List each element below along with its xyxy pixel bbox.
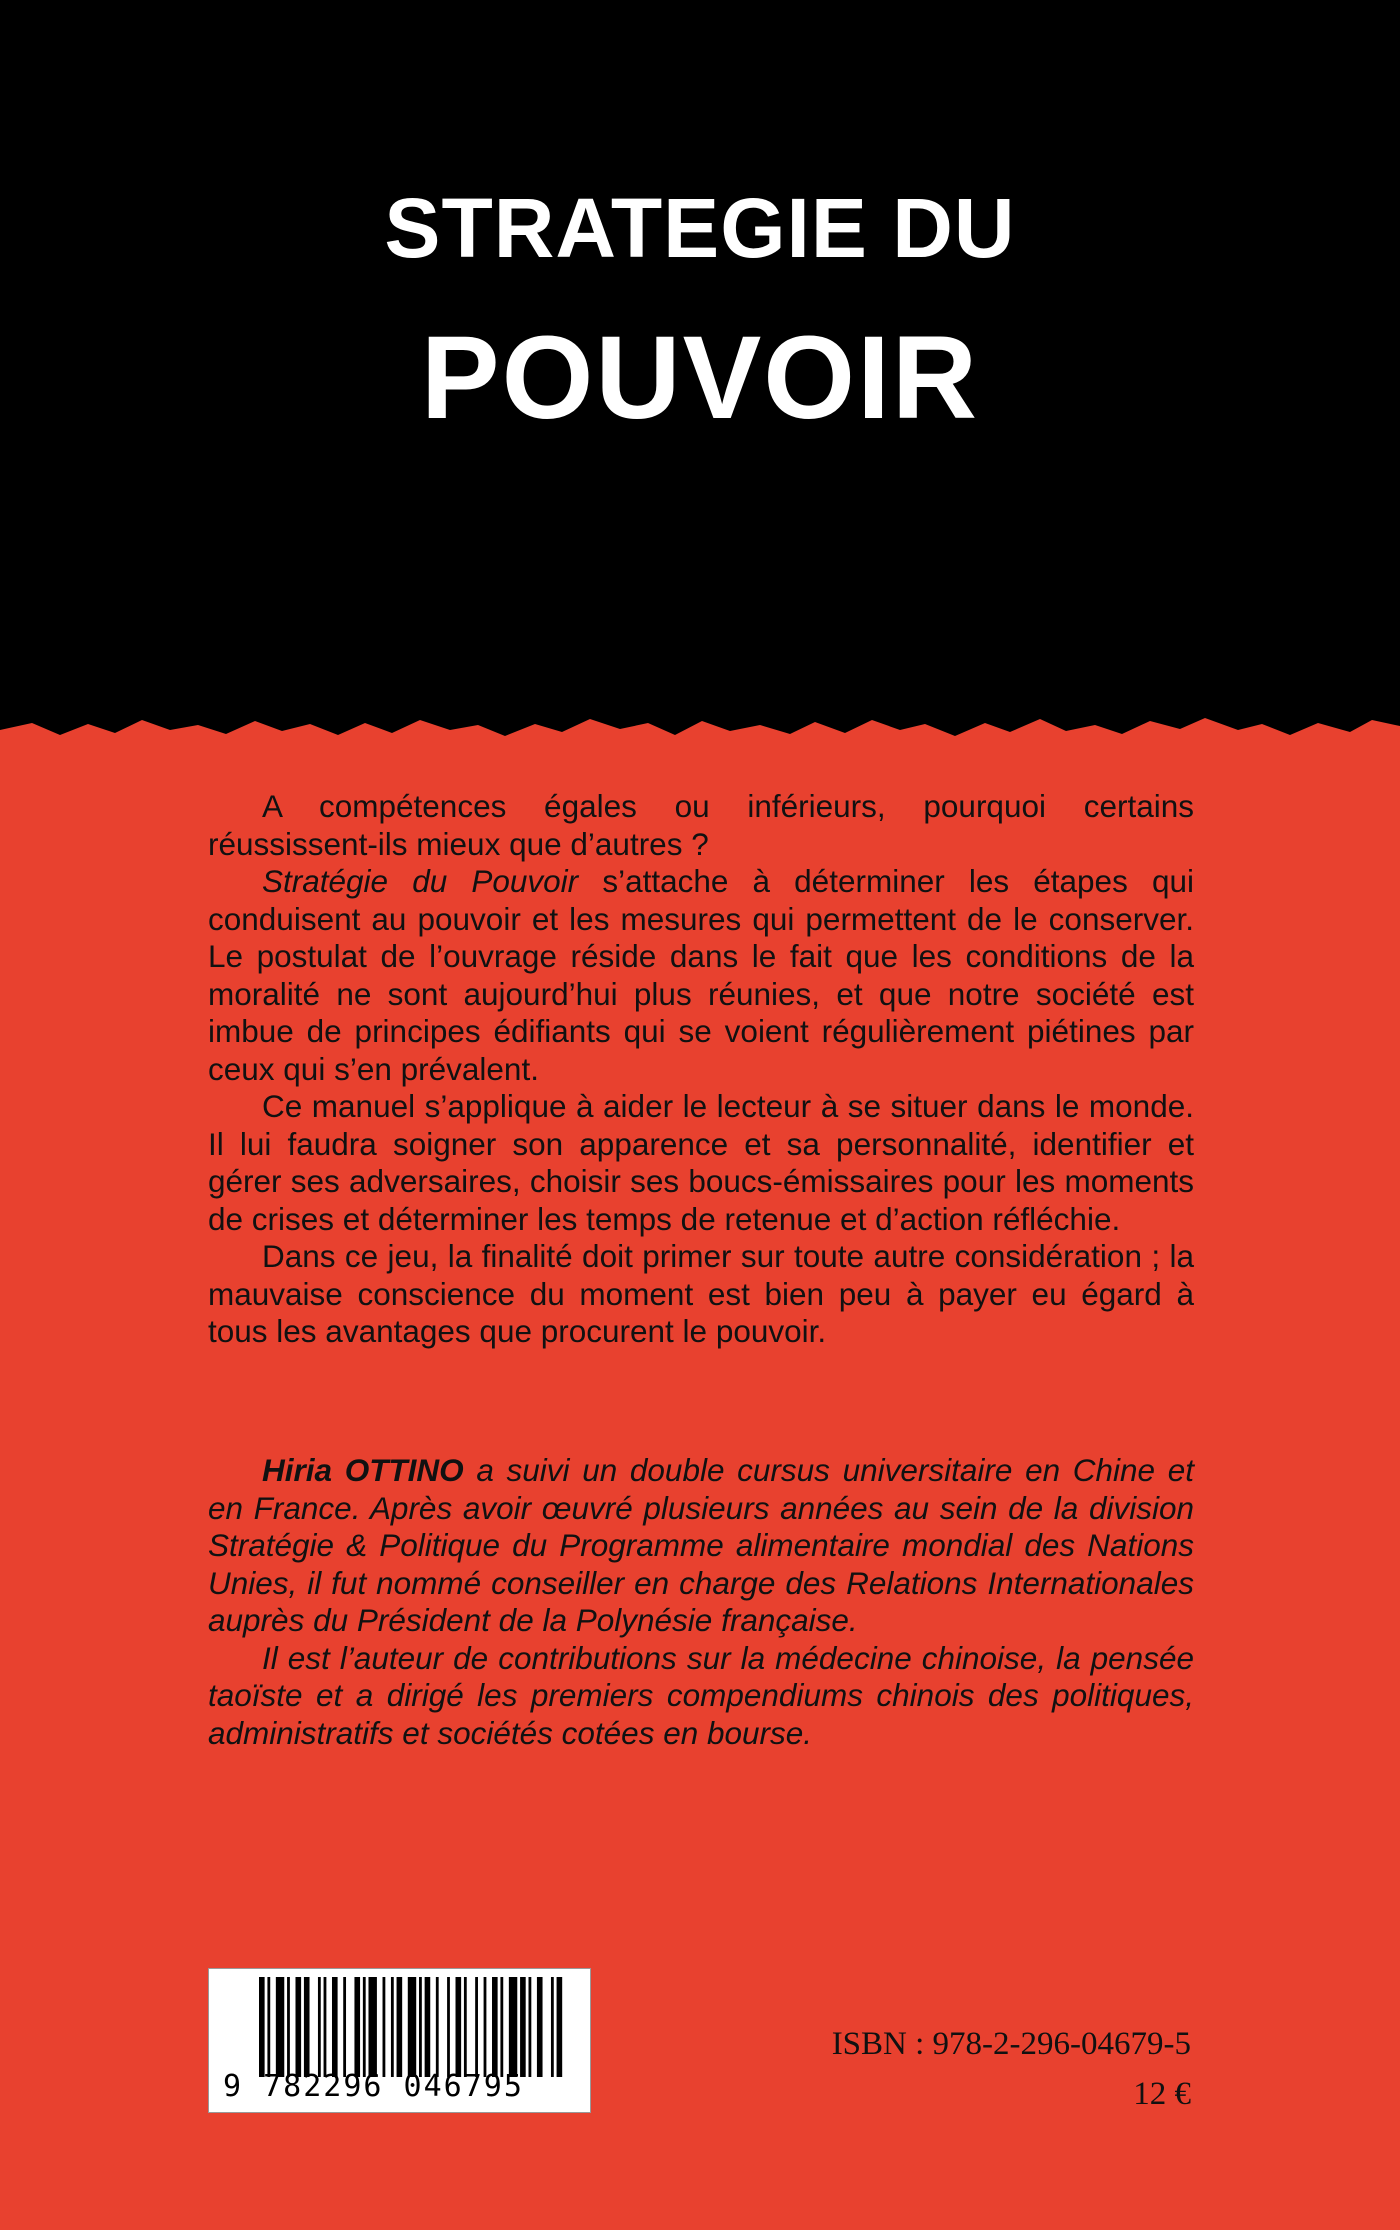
barcode-bar xyxy=(509,1977,517,2077)
summary-paragraph-3: Ce manuel s’applique à aider le lecteur à se situer dans le monde. Il lui faudra soigner son apparence et sa personnalité, identifier et gérer ses adversaires, choisir ses boucs-émissaires pour les moments de crises et déterminer les temps de retenue et d’action réfléchie. xyxy=(208,1088,1194,1237)
barcode-bar xyxy=(408,1977,416,2077)
title-line-1: STRATEGIE DU xyxy=(384,181,1016,275)
barcode-bar xyxy=(425,1977,431,2077)
barcode-bar xyxy=(368,1977,376,2077)
author-paragraph-2: Il est l’auteur de contributions sur la médecine chinoise, la pensée taoïste et a dirigé les premiers compendiums chinois des politiques, administratifs et sociétés cotées en bourse. xyxy=(208,1639,1194,1751)
author-bio xyxy=(208,1452,1194,1752)
barcode-bar xyxy=(475,1977,478,2077)
barcode-bar xyxy=(484,1977,487,2077)
summary-paragraph-2-text: s’attache à déterminer les étapes qui conduisent au pouvoir et les mesures qui permettent de le conserver. Le postulat de l’ouvrage réside dans le fait que les conditions de la moralité ne sont aujourd’hui plus réunies, et que notre société est imbue de principes édifiants qui se voient régulièrement piétines par ceux qui s’en prévalent. xyxy=(208,863,1194,1087)
barcode-bars xyxy=(259,1977,565,2077)
barcode-bar xyxy=(436,1977,439,2077)
barcode xyxy=(208,1968,591,2113)
barcode-bar xyxy=(354,1977,360,2077)
barcode-bar xyxy=(267,1977,270,2077)
barcode-bar xyxy=(397,1977,403,2077)
barcode-bar xyxy=(259,1977,265,2077)
torn-paper-edge xyxy=(0,690,1400,750)
author-name: Hiria OTTINO xyxy=(262,1452,464,1488)
barcode-bar xyxy=(391,1977,394,2077)
summary-paragraph-4: Dans ce jeu, la finalité doit primer sur toute autre considération ; la mauvaise conscience du moment est bien peu à payer eu égard à tous les avantages que procurent le pouvoir. xyxy=(208,1238,1194,1349)
barcode-digits: 9 782296 046795 xyxy=(223,2069,524,2104)
barcode-bar xyxy=(464,1977,467,2077)
book-summary xyxy=(208,788,1194,1351)
barcode-bar xyxy=(324,1977,327,2077)
author-paragraph-1-text: a suivi un double cursus universitaire en Chine et en France. Après avoir œuvré plusieurs années au sein de la division Stratégie & Politique du Programme alimentaire mondial des Nations Unies, il fut nommé conseiller en charge des Relations Internationales auprès du Président de la Polynésie française. xyxy=(208,1452,1194,1638)
barcode-bar xyxy=(456,1977,462,2077)
barcode-bar xyxy=(537,1977,543,2077)
barcode-bar xyxy=(383,1977,386,2077)
price: 12 € xyxy=(1133,2076,1191,2112)
barcode-bar xyxy=(318,1977,321,2077)
barcode-bar xyxy=(520,1977,526,2077)
barcode-bar xyxy=(287,1977,290,2077)
summary-paragraph-2 xyxy=(208,863,1194,1088)
barcode-bar xyxy=(332,1977,338,2077)
title-line-2: POUVOIR xyxy=(420,312,980,444)
barcode-bar xyxy=(447,1977,450,2077)
barcode-bar xyxy=(276,1977,284,2077)
barcode-bar xyxy=(363,1977,366,2077)
barcode-bar xyxy=(295,1977,301,2077)
barcode-bar xyxy=(500,1977,503,2077)
barcode-bar xyxy=(304,1977,310,2077)
barcode-bar xyxy=(551,1977,554,2077)
barcode-bar xyxy=(529,1977,532,2077)
barcode-bar xyxy=(419,1977,422,2077)
author-paragraph-1 xyxy=(208,1452,1194,1640)
barcode-bar xyxy=(492,1977,498,2077)
summary-paragraph-1: A compétences égales ou inférieurs, pourquoi certains réussissent-ils mieux que d’autres ? xyxy=(208,788,1194,862)
barcode-bar xyxy=(343,1977,346,2077)
barcode-bar xyxy=(557,1977,563,2077)
book-title-italic: Stratégie du Pouvoir xyxy=(262,863,579,899)
isbn: ISBN : 978-2-296-04679-5 xyxy=(831,2026,1191,2062)
